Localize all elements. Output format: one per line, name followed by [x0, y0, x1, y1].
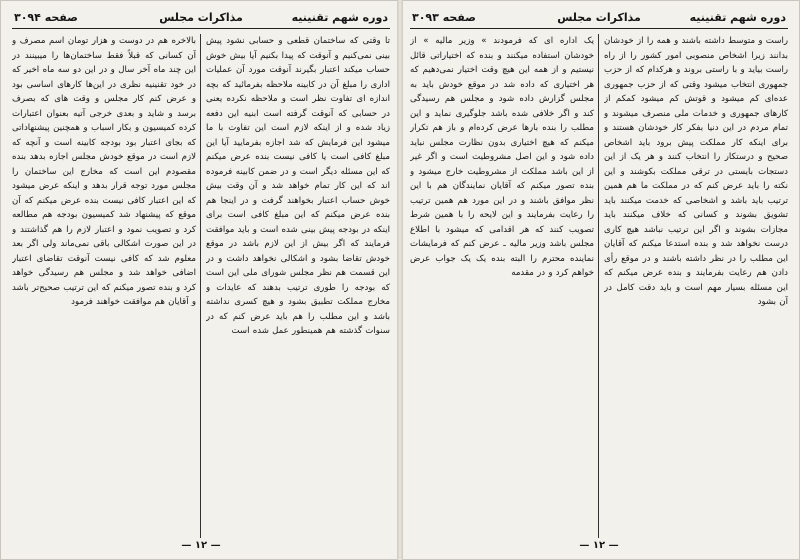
right-page-column-left: یک اداره ای که فرمودند » وزیر مالیه » از خودشان استفاده میکنند و بنده که اختیاراتی قائل نیستیم و از همه این هیچ وقت اختیار نمی‌دهیم که هر اختیاری که داده شد در موقع خودش باید به مجلس گزارش داده شود و مجلس هم رسیدگی کند و اگر خلافی شده باشد جلوگیری نماید و این مطلب را بنده بارها عرض کرده‌ام و باز هم تکرار میکنم که هیچ اختیاری بدون نظارت مجلس نباید داده شود و این اصل مشروطیت است و اگر غیر از این باشد مملکت از مشروطیت خارج میشود و بنده تصور میکنم که آقایان نمایندگان هم با این نظر موافق باشند و در این مورد هم همین ترتیب را رعایت بفرمایند و این لایحه را با همین شرط تصویب کنند که هر اقدامی که میشود با اطلاع مجلس باشد وزیر مالیه ـ عرض کنم که فرمایشات نماینده محترم را البته بنده یک یک جواب عرض خواهم کرد و در مقدمه: [410, 36, 594, 278]
left-header-page-number: صفحه ۳۰۹۴: [14, 10, 78, 24]
left-page-column-left: بالاخره هم در دوست و هزار تومان اسم مصرف و آن کسانی که قبلاً فقط ساختمان‌ها را میبینند در این چند ماه آخر سال و در این دو سه ماه اخیر که در خود تقنینیه نظری در این‌ها کارهای اساسی بود و عرض کنم کار مجلس و وقت های که بصرف برسد و شاید و بعدی خرجی آتیه بعنوان اعتبارات کرده کمیسیون و بکار اسباب و همچنین پیشنهاداتی که بجای اعتبار بود بودجه کابینه است و آنچه که لازم است در موقع خودش مجلس اجازه بدهد بنده مقصودم این است که مخارج این ساختمان را مجلس مورد توجه قرار بدهد و اینکه عرض میشود که این اعتبار کافی نیست بنده عرض میکنم که آن موقع که پیشنهاد شد کمیسیون بودجه هم مطالعه کرد و تصویب نمود و اعتبار لازم را هم گذاشتند و در این صورت اشکالی باقی نمی‌ماند ولی اگر بعد معلوم شد که کافی نیست آنوقت تقاضای اعتبار اضافی خواهد شد و مجلس هم رسیدگی خواهد کرد و بنده تصور میکنم که این ترتیب صحیح‌تر باشد و آقایان هم موافقت خواهند فرمود: [12, 36, 196, 307]
right-header-page-number: صفحه ۳۰۹۳: [412, 10, 476, 24]
left-header-rule: [12, 28, 390, 29]
right-column-divider: [598, 34, 599, 538]
right-page-footer: — ۱۲ —: [579, 540, 619, 551]
left-page-footer: — ۱۲ —: [181, 540, 221, 551]
left-page-header: [8, 8, 394, 26]
right-page-header: [406, 8, 792, 26]
left-page-column-right: تا وقتی که ساختمان قطعی و حسابی نشود پیش بینی نمی‌کنیم و آنوقت که پیدا بکنیم آیا بیش خوش حساب میکند اعتبار بگیرند آنوقت مورد آن عملیات اداری را مبلغ آن در کابینه ملاحظه بفرمائید که بچه اندازه ای تفاوت نظر است و ملاحظه نکرده یعنی در حسابی که آنوقت گرفته است ابنیه این دفعه زیاد شده و از اینکه لازم است این تفاوت با ما میشود این فرمایش که شد اجازه بفرمایید آیا این مبلغ کافی است یا کافی نیست بنده عرض میکنم که این مسئله دیگر است و در ضمن کابینه فرموده اند که این کار تمام خواهد شد و آن وقت بیش خوش حساب اعتبار بخواهند گرفت و در اینجا هم بنده عرض میکنم که این مبلغ کافی است برای اینکه در بودجه پیش بینی شده است و باید موافقت فرمایند که اگر بیش از این لازم باشد در موقع خودش تقاضا بشود و اشکالی نخواهد داشت و در این قسمت هم نظر مجلس شورای ملی این است که بودجه را طوری ترتیب بدهند که عایدات و مخارج مملکت تطبیق بشود و هیچ کسری نداشته باشد و این مطلب را هم باید عرض کنم که در سنوات گذشته هم همینطور عمل شده است: [206, 36, 390, 336]
book-gutter: [397, 0, 403, 560]
right-header-journal: دوره شهم تقنینیه: [689, 10, 786, 24]
right-header-title: مذاکرات مجلس: [557, 10, 641, 24]
right-header-rule: [410, 28, 788, 29]
left-column-divider: [200, 34, 201, 538]
right-page-column-right: راست و متوسط داشته باشند و همه را از خودشان بدانند زیرا اشخاص منصوبی امور کشور را از راه راست بیاید و با راستی بروند و هرکدام که از حزب جمهوری انتخاب میشود وقتی که از حزب جمهوری عده‌ای کم میشود و قوتش کم میشود کمکم از کارهای جمهوری و خدمات ملی منصرف میشوند و تمام مردم در این دنیا بفکر کار خودشان هستند و برای اینکه کار مملکت پیش برود باید اشخاص صحیح و درستکار را انتخاب کنند و هر یک از این دستجات بایستی در ترقی مملکت بکوشند و این نکته را باید عرض کنم که در مملکت ما هم همین ترتیب باید باشد و اشخاصی که خدمت میکنند باید تشویق بشوند و کسانی که خلاف میکنند باید مجازات بشوند و اگر این ترتیب نباشد هیچ کاری درست نخواهد شد و بنده استدعا میکنم که آقایان این مطلب را در نظر داشته باشند و در موقع رأی دادن هم رعایت بفرمایند و بنده عرض میکنم که این مسئله بسیار مهم است و باید دقت کامل در آن بشود: [604, 36, 788, 307]
left-page: [8, 6, 394, 554]
left-header-journal: دوره شهم تقنینیه: [291, 10, 388, 24]
right-page: [406, 6, 792, 554]
left-header-title: مذاکرات مجلس: [159, 10, 243, 24]
